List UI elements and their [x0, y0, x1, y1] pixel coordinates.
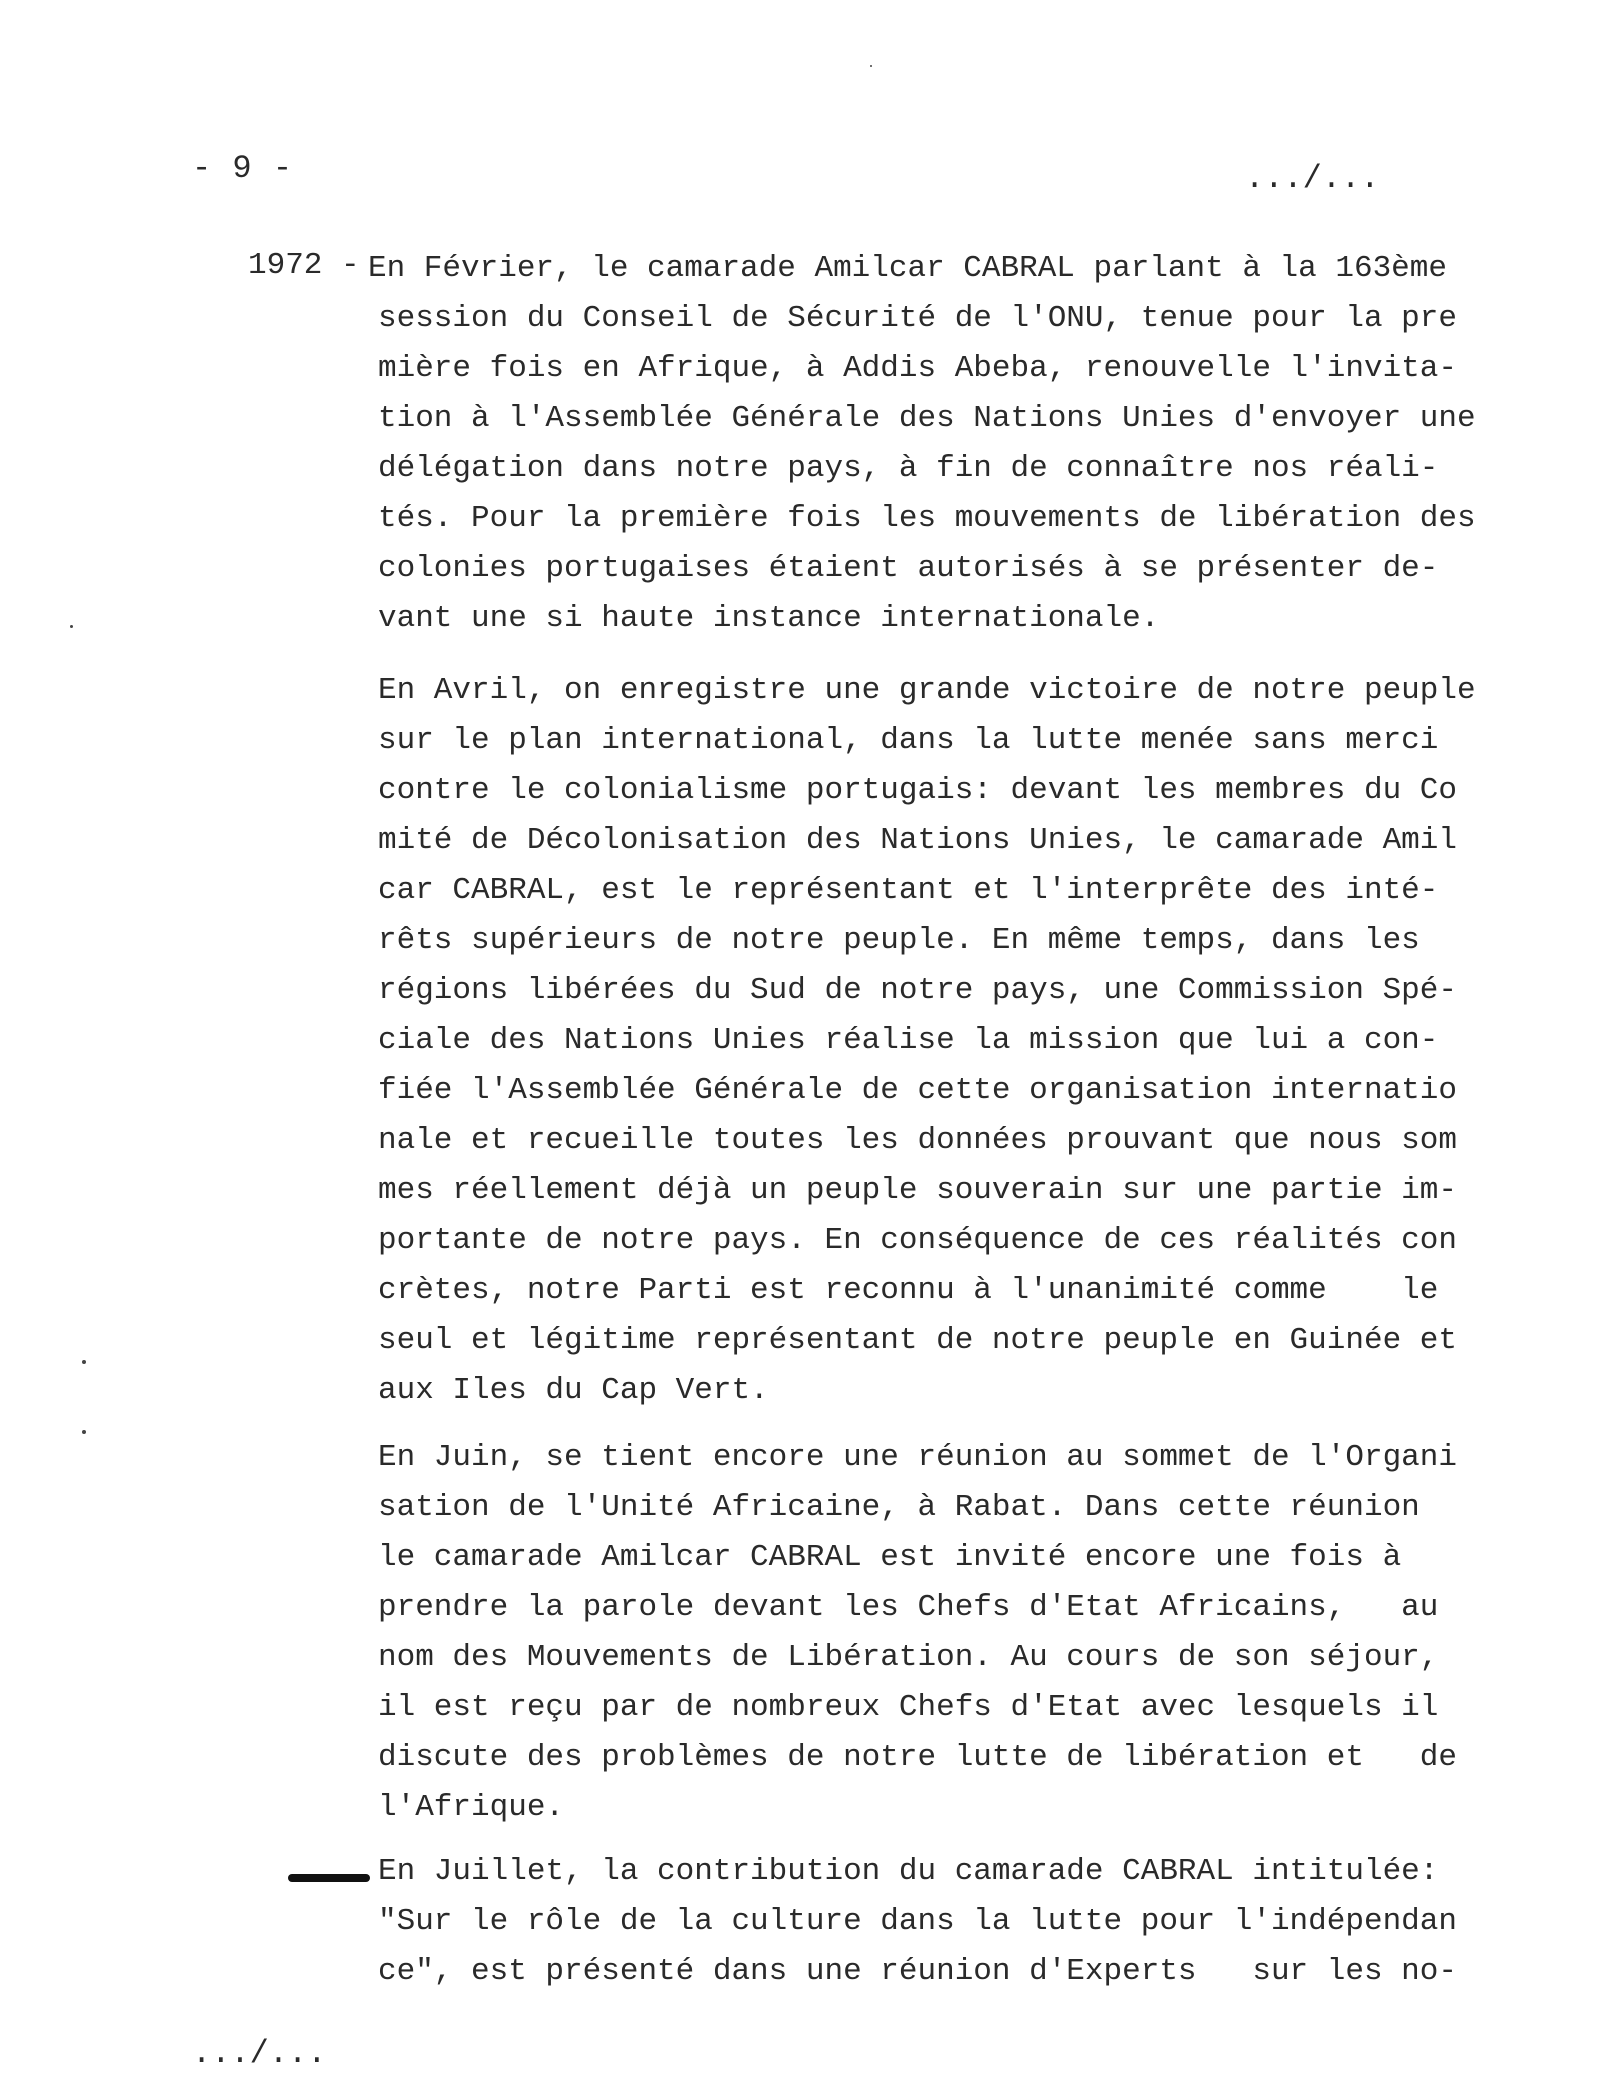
- text-line: session du Conseil de Sécurité de l'ONU, tenue pour la pre: [378, 301, 1457, 336]
- text-line: colonies portugaises étaient autorisés à se présenter de-: [378, 551, 1439, 586]
- text-line: En Février, le camarade Amilcar CABRAL parlant à la 163ème: [368, 251, 1447, 286]
- text-line: l'Afrique.: [378, 1790, 565, 1825]
- text-line: car CABRAL, est le représentant et l'interprête des inté-: [378, 873, 1439, 908]
- paragraph-february: [368, 244, 1578, 644]
- scan-speck: [82, 1430, 86, 1434]
- paragraph-june: [378, 1433, 1578, 1833]
- text-line: En Juin, se tient encore une réunion au sommet de l'Organi: [378, 1440, 1457, 1475]
- text-line: le camarade Amilcar CABRAL est invité encore une fois à: [378, 1540, 1402, 1575]
- continuation-marker-top: .../...: [1245, 160, 1380, 197]
- paragraph-july: [378, 1847, 1578, 1997]
- text-line: prendre la parole devant les Chefs d'Etat Africains, au: [378, 1590, 1439, 1625]
- text-line: En Juillet, la contribution du camarade CABRAL intitulée:: [378, 1854, 1439, 1889]
- text-line: sur le plan international, dans la lutte menée sans merci: [378, 723, 1439, 758]
- text-line: nom des Mouvements de Libération. Au cours de son séjour,: [378, 1640, 1439, 1675]
- text-line: aux Iles du Cap Vert.: [378, 1373, 769, 1408]
- text-line: ce", est présenté dans une réunion d'Experts sur les no-: [378, 1954, 1457, 1989]
- text-line: mité de Décolonisation des Nations Unies, le camarade Amil: [378, 823, 1457, 858]
- paragraph-april: [378, 666, 1578, 1416]
- text-line: tés. Pour la première fois les mouvements de libération des: [378, 501, 1476, 536]
- text-line: délégation dans notre pays, à fin de connaître nos réali-: [378, 451, 1439, 486]
- text-line: "Sur le rôle de la culture dans la lutte pour l'indépendan: [378, 1904, 1457, 1939]
- text-line: il est reçu par de nombreux Chefs d'Etat avec lesquels il: [378, 1690, 1439, 1725]
- text-line: mière fois en Afrique, à Addis Abeba, renouvelle l'invita-: [378, 351, 1457, 386]
- scan-speck: [82, 1360, 86, 1364]
- page-number: - 9 -: [192, 150, 294, 187]
- text-line: mes réellement déjà un peuple souverain sur une partie im-: [378, 1173, 1457, 1208]
- continuation-marker-bottom: .../...: [192, 2035, 327, 2072]
- text-line: régions libérées du Sud de notre pays, une Commission Spé-: [378, 973, 1457, 1008]
- text-line: vant une si haute instance internationale.: [378, 601, 1160, 636]
- text-line: tion à l'Assemblée Générale des Nations Unies d'envoyer une: [378, 401, 1476, 436]
- text-line: En Avril, on enregistre une grande victoire de notre peuple: [378, 673, 1476, 708]
- year-label: 1972 -: [248, 248, 360, 283]
- margin-dash-mark: [288, 1874, 370, 1882]
- text-line: crètes, notre Parti est reconnu à l'unanimité comme le: [378, 1273, 1439, 1308]
- text-line: rêts supérieurs de notre peuple. En même temps, dans les: [378, 923, 1420, 958]
- text-line: fiée l'Assemblée Générale de cette organisation internatio: [378, 1073, 1457, 1108]
- text-line: nale et recueille toutes les données prouvant que nous som: [378, 1123, 1457, 1158]
- text-line: discute des problèmes de notre lutte de libération et de: [378, 1740, 1457, 1775]
- text-line: ciale des Nations Unies réalise la mission que lui a con-: [378, 1023, 1439, 1058]
- text-line: portante de notre pays. En conséquence de ces réalités con: [378, 1223, 1457, 1258]
- text-line: seul et légitime représentant de notre peuple en Guinée et: [378, 1323, 1457, 1358]
- text-line: contre le colonialisme portugais: devant les membres du Co: [378, 773, 1457, 808]
- scan-speck: [870, 65, 872, 67]
- text-line: sation de l'Unité Africaine, à Rabat. Dans cette réunion: [378, 1490, 1420, 1525]
- scan-speck: [70, 625, 73, 628]
